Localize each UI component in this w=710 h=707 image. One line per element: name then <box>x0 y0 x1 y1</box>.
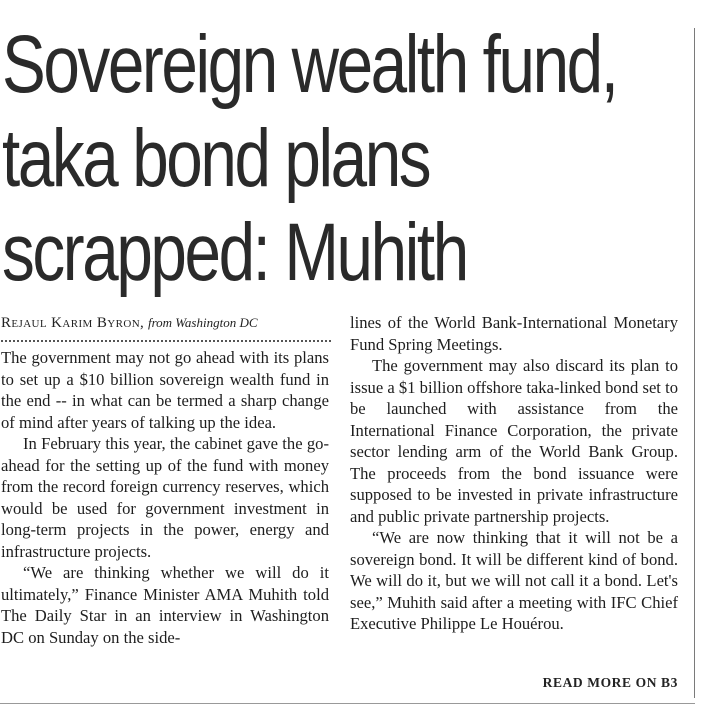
paragraph: The government may not go ahead with its plans to set up a $10 billion sovereign wealth fund in the end -- in what can be termed a sharp change of mind after years of talking up the idea. <box>1 348 329 432</box>
paragraph: The government may also discard its plan to issue a $1 billion offshore taka-linked bond set to be launched with assistance from the International Finance Corporation, the private sector lending arm of the World Bank Group. The proceeds from the bond issuance were supposed to be invested in private infrastructure and public private partnership projects. <box>350 356 678 526</box>
read-more-link[interactable]: READ MORE ON B3 <box>542 675 678 690</box>
article-column-2 <box>350 312 678 635</box>
headline-line-3: scrapped: Muhith <box>2 207 467 298</box>
byline-dotted-rule <box>1 340 331 342</box>
bottom-rule <box>0 703 695 704</box>
headline-line-1: Sovereign wealth fund, <box>2 19 617 110</box>
byline <box>1 315 331 332</box>
headline-line-2: taka bond plans <box>2 113 430 204</box>
headline <box>2 18 698 300</box>
paragraph: “We are now thinking that it will not be a sovereign bond. It will be different kind of bond. We will do it, but we will not call it a bond. Let's see,” Muhith said after a meeting with IFC Chief Executive Philippe Le Houérou. <box>350 528 678 633</box>
paragraph: lines of the World Bank-International Monetary Fund Spring Meetings. <box>350 313 678 354</box>
byline-location: from Washington DC <box>147 315 258 330</box>
paragraph: In February this year, the cabinet gave the go-ahead for the setting up of the fund with money from the record foreign currency reserves, which would be used for government investment in long-term projects in the power, energy and infrastructure projects. <box>1 434 329 561</box>
paragraph: “We are thinking whether we will do it ultimately,” Finance Minister AMA Muhith told The Daily Star in an interview in Washington DC on Sunday on the side- <box>1 563 329 647</box>
byline-author: Rejaul Karim Byron, <box>1 315 145 331</box>
article-column-1 <box>1 347 329 648</box>
column-divider-rule <box>694 28 695 698</box>
